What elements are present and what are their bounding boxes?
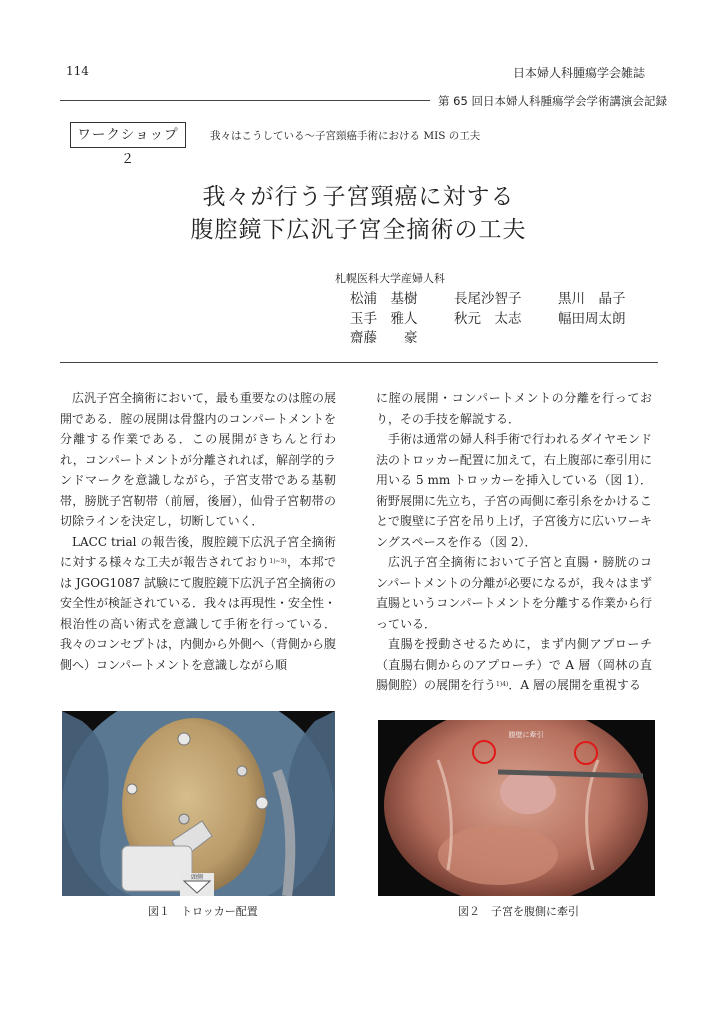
paragraph-text: LACC trial の報告後，腹腔鏡下広汎子宮全摘術に対する様々な工夫が報告されており (60, 534, 336, 569)
body-column-left (60, 388, 336, 675)
meeting-name: 第 65 回日本婦人科腫瘍学会学術講演会記録 (438, 94, 667, 108)
figure-1-caption: 図１ トロッカー配置 (148, 905, 258, 918)
title-line-2: 腹腔鏡下広汎子宮全摘術の工夫 (190, 217, 527, 243)
citation: 1)~3) (269, 558, 287, 565)
author-name: 秋元 太志 (454, 310, 522, 327)
journal-name: 日本婦人科腫瘍学会雑誌 (512, 66, 645, 80)
figure-1-trocar-photo (62, 711, 335, 896)
author-name: 松浦 基樹 (350, 291, 418, 307)
paragraph (60, 532, 336, 676)
affiliation: 札幌医科大学産婦人科 (335, 272, 445, 285)
figure-2-label: 腹壁に牽引 (508, 731, 544, 739)
workshop-subtitle: 我々はこうしている〜子宮頸癌手術における MIS の工夫 (210, 130, 481, 142)
author-name: 黒川 晶子 (558, 291, 626, 307)
section-rule (60, 362, 658, 363)
laparoscopic-view-illustration (378, 720, 655, 896)
figure-2-laparoscopic-photo (378, 720, 655, 896)
paragraph: に腟の展開・コンパートメントの分離を行っており，その手技を解説する． (376, 391, 652, 426)
paragraph-text: ，本邦では JGOG1087 試験にて腹腔鏡下広汎子宮全摘術の安全性が検証されている．我々は再現性・安全性・根治性の高い術式を意識して手術を行っている．我々のコンセプトは，内側から外側へ（背側から腹側へ）コンパートメントを意識しながら順 (60, 555, 337, 672)
paragraph-text: 直腸を授動させるために，まず内側アプローチ（直腸右側からのアプローチ）で A 層（岡林の直腸側腔）の展開を行う (376, 637, 652, 692)
author-name: 玉手 雅人 (350, 310, 418, 327)
author-list (350, 290, 662, 349)
paragraph: 広汎子宮全摘術において子宮と直腸・膀胱のコンパートメントの分離が必要になるが，我々はまず直腸というコンパートメントを分離する作業から行っている． (376, 555, 652, 631)
author-name: 幅田周太朗 (558, 310, 626, 327)
paragraph: 手術は通常の婦人科手術で行われるダイヤモンド法のトロッカー配置に加えて，右上腹部に牽引用に用いる 5 mm トロッカーを挿入している（図 1）．術野展開に先立ち，子宮の両側に牽引糸をかけることで腹壁に子宮を吊り上げ，子宮後方に広いワーキングスペースを作る（図 2）． (376, 432, 653, 549)
figure-2-caption: 図２ 子宮を腹側に牽引 (458, 905, 579, 918)
author-name: 齋藤 豪 (350, 330, 418, 346)
citation: 1)4) (496, 681, 509, 688)
page-number: 114 (66, 64, 89, 78)
header-rule (60, 100, 430, 101)
author-row (350, 290, 662, 310)
trocar-photo-illustration (62, 711, 335, 896)
paragraph: 広汎子宮全摘術において，最も重要なのは腟の展開である．腟の展開は骨盤内のコンパートメントを分離する作業である．この展開がきちんと行われ，コンパートメントが分離されれば，解剖学的ランドマークを意識しながら，子宮支帯である基靭帯，膀胱子宮靭帯（前層，後層），仙骨子宮靭帯の切除ラインを決定し，切断していく． (60, 391, 336, 528)
workshop-label: ワークショップ２ (70, 122, 186, 148)
author-row (350, 329, 662, 349)
body-column-right (376, 388, 652, 696)
title-line-1: 我々が行う子宮頸癌に対する (202, 184, 515, 210)
author-row (350, 310, 662, 330)
figure-1-label: 頭側 (190, 874, 204, 881)
paragraph-text: ．A 層の展開を重視する (508, 678, 641, 692)
paragraph (376, 634, 652, 696)
author-name: 長尾沙智子 (454, 291, 522, 307)
